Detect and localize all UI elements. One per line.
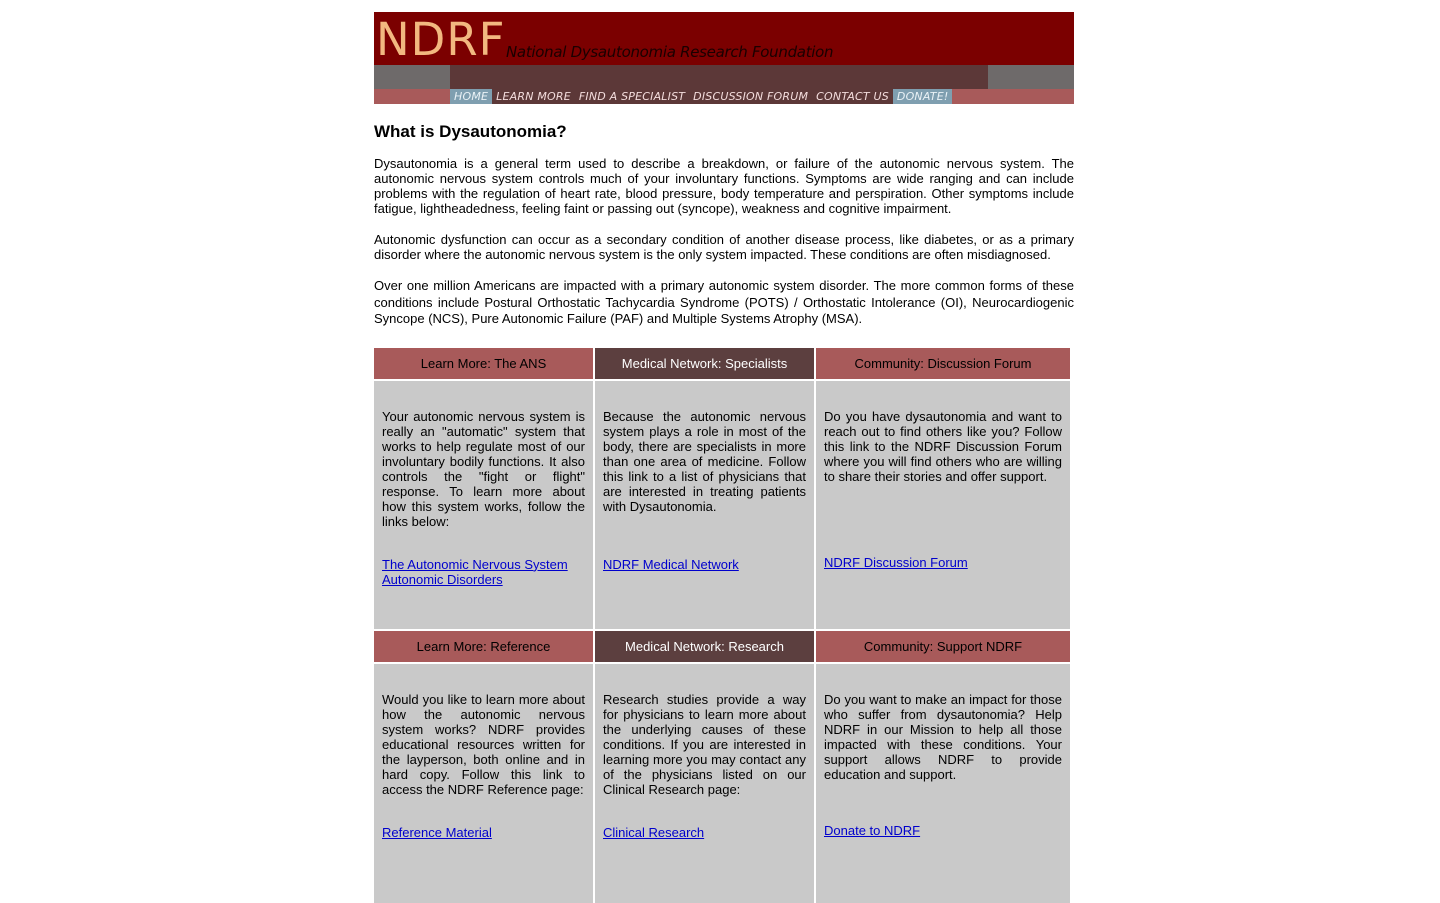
cell-body: Research studies provide a way for physicians to learn more about the underlying causes of these conditions. If you are interested in learning more you may contact any of the physicians listed on our Clinical Research page: (603, 691, 806, 797)
link-autonomic-disorders[interactable]: Autonomic Disorders (382, 571, 503, 587)
info-grid (374, 348, 1070, 903)
link-clinical-research[interactable]: Clinical Research (603, 824, 705, 840)
nav-donate[interactable]: DONATE! (893, 89, 953, 104)
main-nav (374, 89, 1074, 104)
header-community-support: Community: Support NDRF (816, 631, 1070, 662)
cell-learn-more-ans (374, 381, 593, 629)
nav-learn-more[interactable]: LEARN MORE (492, 89, 575, 104)
cell-learn-more-reference (374, 664, 593, 903)
nav-edge-left (374, 89, 450, 104)
nav-find-a-specialist[interactable]: FIND A SPECIALIST (575, 89, 689, 104)
cell-medical-specialists (595, 381, 814, 629)
link-donate-to-ndrf[interactable]: Donate to NDRF (824, 822, 921, 838)
cell-links (603, 557, 806, 572)
intro-paragraph: Dysautonomia is a general term used to describe a breakdown, or failure of the autonomic nervous system. The autonomic nervous system controls much of your involuntary functions. Symptoms are wide ranging and can include problems with the regulation of heart rate, blood pressure, body temperature and perspiration. Other symptoms include fatigue, lightheadedness, feeling faint or passing out (syncope), weakness and cognitive impairment. (374, 156, 1074, 216)
cell-links (382, 557, 585, 587)
cell-community-forum (816, 381, 1070, 629)
ndrf-logo[interactable]: NDRF (376, 13, 506, 65)
link-reference-material[interactable]: Reference Material (382, 824, 492, 840)
cell-body: Do you have dysautonomia and want to reach out to find others like you? Follow this link to the NDRF Discussion Forum where you will find others who are willing to share their stories and offer support. (824, 408, 1062, 484)
nav-home[interactable]: HOME (450, 89, 492, 104)
cell-body: Do you want to make an impact for those who suffer from dysautonomia? Help NDRF in our Mission to help all those impacted with these conditions. Your support allows NDRF to provide education and support. (824, 691, 1062, 782)
header-learn-more-reference: Learn More: Reference (374, 631, 593, 662)
banner-strip-right (988, 65, 1074, 89)
link-autonomic-nervous-system[interactable]: The Autonomic Nervous System (382, 556, 568, 572)
cell-medical-research (595, 664, 814, 903)
page-title: What is Dysautonomia? (374, 122, 567, 141)
header-learn-more-ans: Learn More: The ANS (374, 348, 593, 379)
site-banner (374, 12, 1074, 104)
banner-header (374, 12, 1074, 65)
secondary-paragraph: Autonomic dysfunction can occur as a secondary condition of another disease process, like diabetes, or as a primary disorder where the autonomic nervous system is the only system impacted. These conditions are often misdiagnosed. (374, 232, 1074, 262)
cell-body: Your autonomic nervous system is really an "automatic" system that works to help regulate most of our involuntary bodily functions. It also controls the "fight or flight" response. To learn more about how this system works, follow the links below: (382, 408, 585, 529)
cell-body: Because the autonomic nervous system plays a role in most of the body, there are specialists in more than one area of medicine. Follow this link to a list of physicians that are interested in treating patients with Dysautonomia. (603, 408, 806, 514)
banner-strip-left (374, 65, 450, 89)
nav-contact-us[interactable]: CONTACT US (812, 89, 893, 104)
cell-links (382, 825, 585, 840)
nav-edge-right (952, 89, 1074, 104)
page (374, 0, 1074, 903)
cell-links (603, 825, 806, 840)
header-community-forum: Community: Discussion Forum (816, 348, 1070, 379)
cell-links (824, 823, 1062, 838)
banner-strip (374, 65, 1074, 89)
cell-links (824, 555, 1062, 570)
cell-community-support (816, 664, 1070, 903)
link-ndrf-medical-network[interactable]: NDRF Medical Network (603, 556, 739, 572)
site-tagline: National Dysautonomia Research Foundation (506, 43, 834, 61)
header-medical-research: Medical Network: Research (595, 631, 814, 662)
link-ndrf-discussion-forum[interactable]: NDRF Discussion Forum (824, 554, 968, 570)
nav-discussion-forum[interactable]: DISCUSSION FORUM (689, 89, 812, 104)
cell-body: Would you like to learn more about how the autonomic nervous system works? NDRF provides educational resources written for the layperson, both online and in hard copy. Follow this link to access the NDRF Reference page: (382, 691, 585, 797)
header-medical-specialists: Medical Network: Specialists (595, 348, 814, 379)
prevalence-paragraph: Over one million Americans are impacted with a primary autonomic system disorder. The more common forms of these conditions include Postural Orthostatic Tachycardia Syndrome (POTS) / Orthostatic Intolerance (OI), Neurocardiogenic Syncope (NCS), Pure Autonomic Failure (PAF) and Multiple Systems Atrophy (MSA). (374, 278, 1074, 326)
